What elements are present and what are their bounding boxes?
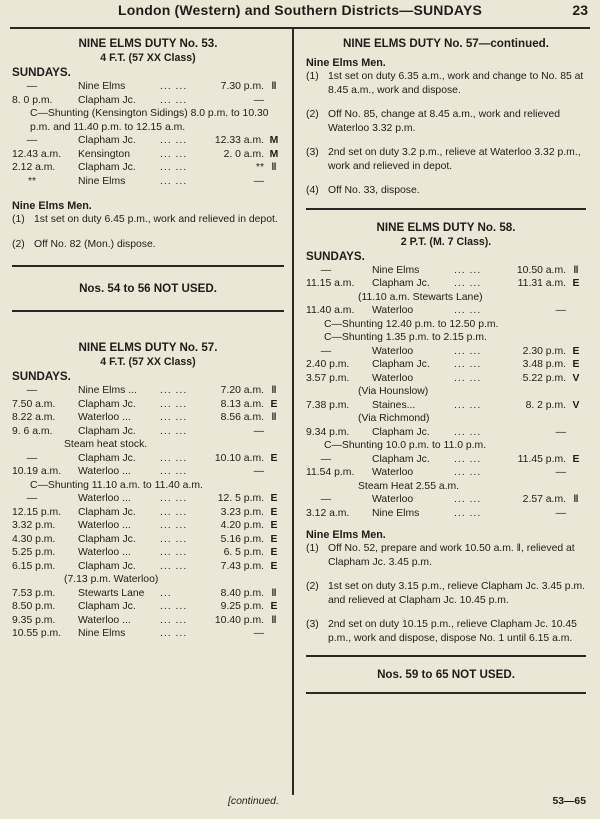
time-cell: ** bbox=[27, 175, 37, 187]
leader-dots: ... ... bbox=[454, 467, 482, 478]
arrival-cell: 7.43 p.m. bbox=[220, 560, 264, 572]
duty-title: NINE ELMS DUTY No. 57. bbox=[78, 341, 218, 354]
schedule-row bbox=[306, 426, 586, 440]
schedule-row bbox=[12, 627, 284, 641]
schedule-row bbox=[12, 506, 284, 520]
place-cell: Nine Elms bbox=[372, 507, 420, 519]
instruction-text: 1st set on duty 3.15 p.m., relieve Clapham Jc. 3.45 p.m. and relieved at Clapham Jc. 10.45 p.m. bbox=[328, 581, 586, 606]
time-cell: 11.15 a.m. bbox=[306, 278, 355, 289]
schedule-row bbox=[12, 465, 284, 479]
shunting-note: C—Shunting 11.10 a.m. to 11.40 a.m. bbox=[30, 479, 203, 491]
arrival-cell: 5.22 p.m. bbox=[522, 372, 566, 384]
leader-dots: ... ... bbox=[454, 494, 482, 505]
arrival-cell: 2. 0 a.m. bbox=[223, 148, 264, 160]
flag-cell: E bbox=[270, 560, 278, 572]
schedule-table bbox=[306, 345, 586, 386]
place-cell: Waterloo bbox=[372, 467, 414, 478]
schedule-row bbox=[12, 452, 284, 466]
time-cell: 7.53 p.m. bbox=[12, 587, 56, 599]
flag-cell: E bbox=[270, 533, 278, 545]
instruction bbox=[306, 542, 586, 569]
leader-dots: ... ... bbox=[454, 372, 482, 384]
place-cell: Waterloo bbox=[372, 305, 414, 316]
arrival-cell: — bbox=[555, 507, 566, 519]
time-cell: 9. 6 a.m. bbox=[12, 425, 53, 437]
leader-dots: ... ... bbox=[454, 453, 482, 465]
flag-cell: ‖ bbox=[271, 587, 277, 599]
place-cell: Clapham Jc. bbox=[78, 398, 136, 410]
duty-loco-class: 2 P.T. (M. 7 Class). bbox=[400, 235, 492, 248]
arrival-cell: 10.50 a.m. bbox=[516, 264, 566, 276]
page-title: London (Western) and Southern Districts—SUNDAYS bbox=[117, 2, 483, 18]
time-cell: 5.25 p.m. bbox=[12, 547, 56, 558]
time-cell: 11.40 a.m. bbox=[306, 305, 355, 316]
arrival-cell: — bbox=[555, 426, 566, 438]
schedule-row bbox=[306, 304, 586, 318]
leader-dots: ... ... bbox=[160, 614, 188, 626]
flag-cell: E bbox=[572, 345, 580, 357]
arrival-cell: 10.40 p.m. bbox=[214, 614, 264, 626]
flag-cell: M bbox=[269, 135, 279, 146]
time-cell: — bbox=[320, 494, 332, 505]
place-cell: Clapham Jc. bbox=[78, 162, 136, 173]
place-cell: Clapham Jc. bbox=[78, 135, 136, 146]
route-note: (11.10 a.m. Stewarts Lane) bbox=[358, 291, 483, 303]
arrival-cell: — bbox=[555, 305, 566, 316]
schedule-row bbox=[12, 519, 284, 533]
leader-dots: ... ... bbox=[160, 560, 188, 572]
place-cell: Waterloo bbox=[372, 494, 414, 505]
flag-cell: ‖ bbox=[271, 162, 277, 173]
place-cell: Waterloo ... bbox=[78, 412, 131, 423]
duty-title: NINE ELMS DUTY No. 57—continued. bbox=[343, 37, 549, 50]
schedule-row bbox=[12, 134, 284, 148]
time-cell: — bbox=[26, 81, 38, 92]
day-heading: SUNDAYS. bbox=[12, 370, 71, 383]
day-heading: SUNDAYS. bbox=[12, 66, 71, 79]
arrival-cell: 7.30 p.m. bbox=[220, 81, 264, 92]
place-cell: Clapham Jc. bbox=[78, 452, 136, 464]
schedule-table bbox=[12, 384, 284, 438]
time-cell: — bbox=[26, 493, 38, 504]
place-cell: Clapham Jc. bbox=[78, 425, 136, 437]
schedule-row bbox=[12, 600, 284, 614]
place-cell: Waterloo ... bbox=[78, 614, 131, 626]
instruction-text: Off No. 33, dispose. bbox=[328, 185, 420, 196]
leader-dots: ... ... bbox=[160, 628, 188, 639]
time-cell: 12.15 p.m. bbox=[12, 506, 62, 518]
schedule-row bbox=[306, 264, 586, 278]
page-number: 23 bbox=[572, 2, 588, 18]
instruction-text: 1st set on duty 6.35 a.m., work and change to No. 85 at 8.45 a.m., work and dispose. bbox=[328, 71, 584, 96]
arrival-cell: 11.31 a.m. bbox=[517, 278, 566, 289]
instruction-number: (1) bbox=[306, 71, 319, 82]
place-cell: Clapham Jc. bbox=[78, 506, 136, 518]
leader-dots: ... ... bbox=[160, 425, 188, 437]
header-rule bbox=[10, 27, 590, 29]
schedule-table bbox=[12, 492, 284, 573]
schedule-row bbox=[306, 345, 586, 359]
leader-dots: ... ... bbox=[454, 305, 482, 316]
place-cell: Clapham Jc. bbox=[372, 426, 430, 438]
continued-note: [continued. bbox=[228, 796, 279, 807]
schedule-row bbox=[12, 560, 284, 574]
duty-loco-class: 4 F.T. (57 XX Class) bbox=[100, 52, 196, 64]
flag-cell: E bbox=[572, 359, 580, 370]
leader-dots: ... ... bbox=[160, 466, 188, 477]
place-cell: Nine Elms ... bbox=[78, 385, 137, 396]
duty-57-section bbox=[12, 340, 284, 641]
schedule-row bbox=[12, 492, 284, 506]
leader-dots: ... ... bbox=[160, 493, 188, 504]
place-cell: Nine Elms bbox=[372, 264, 420, 276]
time-cell: 8.22 a.m. bbox=[12, 412, 56, 423]
place-cell: Waterloo ... bbox=[78, 547, 131, 558]
schedule-row bbox=[12, 425, 284, 439]
men-heading: Nine Elms Men. bbox=[12, 200, 92, 212]
schedule-row bbox=[12, 614, 284, 628]
flag-cell: ‖ bbox=[271, 412, 277, 423]
place-cell: Nine Elms bbox=[78, 175, 126, 187]
time-cell: 11.54 p.m. bbox=[306, 467, 355, 478]
leader-dots: ... ... bbox=[454, 507, 482, 519]
schedule-row bbox=[306, 507, 586, 521]
steam-heat-note: Steam heat stock. bbox=[64, 439, 148, 450]
place-cell: Stewarts Lane bbox=[78, 587, 145, 599]
arrival-cell: 8.40 p.m. bbox=[220, 587, 264, 599]
arrival-cell: 6. 5 p.m. bbox=[223, 547, 264, 558]
route-note: (Via Hounslow) bbox=[358, 386, 429, 397]
place-cell: Waterloo bbox=[372, 372, 414, 384]
shunting-note: C—Shunting 1.35 p.m. to 2.15 p.m. bbox=[324, 332, 487, 343]
duty-title: NINE ELMS DUTY No. 58. bbox=[376, 220, 516, 234]
instruction bbox=[306, 70, 586, 97]
route-note: (Via Richmond) bbox=[358, 413, 430, 424]
instruction-number: (2) bbox=[306, 581, 319, 592]
flag-cell: ‖ bbox=[573, 264, 579, 276]
place-cell: Waterloo ... bbox=[78, 520, 131, 531]
place-cell: Clapham Jc. bbox=[78, 560, 136, 572]
instruction-text: Off No. 52, prepare and work 10.50 a.m. ‖, relieved at Clapham Jc. 3.45 p.m. bbox=[328, 543, 575, 568]
time-cell: 4.30 p.m. bbox=[12, 533, 56, 545]
flag-cell: E bbox=[572, 278, 580, 289]
place-cell: Staines... bbox=[372, 399, 416, 411]
leader-dots: ... ... bbox=[160, 148, 188, 160]
arrival-cell: 8.13 a.m. bbox=[220, 398, 264, 410]
place-cell: Clapham Jc. bbox=[372, 278, 430, 289]
leader-dots: ... ... bbox=[454, 359, 482, 370]
leader-dots: ... ... bbox=[454, 345, 482, 357]
time-cell: — bbox=[26, 135, 38, 146]
schedule-row bbox=[306, 277, 586, 291]
leader-dots: ... ... bbox=[454, 278, 482, 289]
arrival-cell: 7.20 a.m. bbox=[220, 385, 264, 396]
duty-58-section bbox=[306, 220, 586, 646]
instruction-number: (1) bbox=[12, 214, 25, 225]
leader-dots: ... ... bbox=[160, 452, 188, 464]
arrival-cell: — bbox=[253, 175, 264, 187]
instruction-number: (4) bbox=[306, 185, 319, 196]
shunting-note: C—Shunting 10.0 p.m. to 11.0 p.m. bbox=[324, 440, 487, 451]
duty-57-continued-section bbox=[306, 36, 586, 198]
leader-dots: ... ... bbox=[454, 426, 482, 438]
leader-dots: ... ... bbox=[160, 601, 188, 612]
schedule-table bbox=[306, 453, 586, 480]
arrival-cell: 10.10 a.m. bbox=[214, 452, 264, 464]
leader-dots: ... bbox=[160, 587, 172, 599]
place-cell: Waterloo ... bbox=[78, 466, 131, 477]
place-cell: Kensington bbox=[78, 148, 130, 160]
leader-dots: ... ... bbox=[454, 264, 482, 276]
arrival-cell: 11.45 p.m. bbox=[517, 453, 566, 465]
leader-dots: ... ... bbox=[160, 533, 188, 545]
arrival-cell: ** bbox=[255, 162, 264, 173]
place-cell: Clapham Jc. bbox=[372, 453, 430, 465]
schedule-row bbox=[12, 587, 284, 601]
time-cell: — bbox=[320, 453, 332, 465]
instruction-number: (3) bbox=[306, 147, 319, 158]
schedule-table bbox=[306, 399, 586, 413]
flag-cell: V bbox=[572, 372, 580, 384]
schedule-row bbox=[12, 398, 284, 412]
instruction-number: (2) bbox=[12, 238, 25, 250]
instruction bbox=[306, 184, 586, 198]
arrival-cell: — bbox=[253, 94, 264, 106]
place-cell: Nine Elms bbox=[78, 81, 126, 92]
schedule-row bbox=[306, 493, 586, 507]
duty-range: 53—65 bbox=[552, 796, 586, 807]
leader-dots: ... ... bbox=[160, 94, 188, 106]
schedule-table bbox=[12, 134, 284, 188]
time-cell: 10.55 p.m. bbox=[12, 628, 62, 639]
leader-dots: ... ... bbox=[160, 398, 188, 410]
flag-cell: ‖ bbox=[271, 385, 277, 396]
flag-cell: E bbox=[270, 547, 278, 558]
time-cell: — bbox=[320, 264, 332, 276]
arrival-cell: — bbox=[555, 467, 566, 478]
not-used-notice: Nos. 54 to 56 NOT USED. bbox=[79, 282, 217, 295]
schedule-row bbox=[12, 148, 284, 162]
flag-cell: E bbox=[270, 520, 278, 531]
leader-dots: ... ... bbox=[160, 135, 188, 146]
duty-53-section bbox=[12, 36, 284, 251]
duty-title: NINE ELMS DUTY No. 53. bbox=[78, 37, 218, 50]
arrival-cell: — bbox=[253, 628, 264, 639]
schedule-row bbox=[12, 94, 284, 108]
route-note: (7.13 p.m. Waterloo) bbox=[64, 574, 159, 585]
arrival-cell: 12. 5 p.m. bbox=[217, 493, 264, 504]
arrival-cell: 9.25 p.m. bbox=[220, 601, 264, 612]
steam-heat-note: Steam Heat 2.55 a.m. bbox=[358, 480, 460, 492]
leader-dots: ... ... bbox=[160, 506, 188, 518]
instruction-text: 1st set on duty 6.45 p.m., work and relieved in depot. bbox=[34, 214, 278, 225]
arrival-cell: 3.23 p.m. bbox=[220, 506, 264, 518]
instruction bbox=[12, 213, 284, 227]
instruction-text: Off No. 85, change at 8.45 a.m., work and relieved Waterloo 3.32 p.m. bbox=[328, 109, 560, 134]
section-rule bbox=[306, 692, 586, 694]
arrival-cell: 3.48 p.m. bbox=[522, 359, 566, 370]
instruction bbox=[306, 146, 586, 173]
schedule-table bbox=[306, 264, 586, 291]
schedule-table bbox=[12, 452, 284, 479]
schedule-row bbox=[306, 453, 586, 467]
time-cell: 8.50 p.m. bbox=[12, 601, 56, 612]
schedule-table bbox=[306, 493, 586, 520]
left-column bbox=[12, 36, 284, 641]
arrival-cell: 5.16 p.m. bbox=[220, 533, 264, 545]
flag-cell: E bbox=[270, 398, 278, 410]
time-cell: 9.35 p.m. bbox=[12, 614, 56, 626]
schedule-table bbox=[12, 80, 284, 107]
time-cell: 2.40 p.m. bbox=[306, 359, 350, 370]
instruction bbox=[306, 618, 586, 645]
arrival-cell: 12.33 a.m. bbox=[214, 135, 264, 146]
men-heading: Nine Elms Men. bbox=[306, 529, 386, 541]
column-divider bbox=[292, 27, 294, 795]
leader-dots: ... ... bbox=[160, 175, 188, 187]
time-cell: 7.38 p.m. bbox=[306, 399, 350, 411]
schedule-row bbox=[306, 358, 586, 372]
flag-cell: ‖ bbox=[271, 614, 277, 626]
leader-dots: ... ... bbox=[160, 81, 188, 92]
arrival-cell: 4.20 p.m. bbox=[220, 520, 264, 531]
time-cell: 12.43 a.m. bbox=[12, 148, 62, 160]
place-cell: Waterloo bbox=[372, 345, 414, 357]
flag-cell: ‖ bbox=[573, 494, 579, 505]
schedule-row bbox=[12, 175, 284, 189]
instruction-text: 2nd set on duty 3.2 p.m., relieve at Waterloo 3.32 p.m., work and relieved in depot. bbox=[328, 147, 581, 172]
time-cell: 3.12 a.m. bbox=[306, 507, 350, 519]
place-cell: Waterloo ... bbox=[78, 493, 131, 504]
schedule-table bbox=[306, 426, 586, 440]
arrival-cell: — bbox=[253, 425, 264, 437]
schedule-row bbox=[12, 411, 284, 425]
schedule-table bbox=[12, 587, 284, 641]
schedule-row bbox=[306, 466, 586, 480]
leader-dots: ... ... bbox=[160, 162, 188, 173]
instruction bbox=[306, 108, 586, 135]
arrival-cell: 8. 2 p.m. bbox=[525, 399, 566, 411]
flag-cell: V bbox=[572, 399, 580, 411]
instruction-text: 2nd set on duty 10.15 p.m., relieve Clapham Jc. 10.45 p.m., work and dispose, dispose No. 1 until 6.15 a.m. bbox=[328, 619, 577, 644]
schedule-row bbox=[12, 546, 284, 560]
page-header bbox=[0, 0, 600, 30]
shunting-note: C—Shunting (Kensington Sidings) 8.0 p.m. to 10.30 p.m. and 11.40 p.m. to 12.15 a.m. bbox=[30, 108, 269, 133]
men-heading: Nine Elms Men. bbox=[306, 57, 386, 69]
day-heading: SUNDAYS. bbox=[306, 249, 365, 263]
instruction-number: (3) bbox=[306, 619, 319, 630]
place-cell: Clapham Jc. bbox=[78, 94, 136, 106]
shunting-note: C—Shunting 12.40 p.m. to 12.50 p.m. bbox=[324, 318, 499, 330]
duty-loco-class: 4 F.T. (57 XX Class) bbox=[100, 356, 196, 368]
time-cell: 8. 0 p.m. bbox=[12, 94, 53, 106]
place-cell: Clapham Jc. bbox=[78, 533, 136, 545]
time-cell: — bbox=[320, 345, 332, 357]
arrival-cell: 8.56 a.m. bbox=[220, 412, 264, 423]
schedule-row bbox=[306, 399, 586, 413]
leader-dots: ... ... bbox=[160, 547, 188, 558]
place-cell: Clapham Jc. bbox=[78, 601, 136, 612]
time-cell: 6.15 p.m. bbox=[12, 560, 56, 572]
time-cell: 3.32 p.m. bbox=[12, 520, 56, 531]
arrival-cell: 2.30 p.m. bbox=[522, 345, 566, 357]
arrival-cell: 2.57 a.m. bbox=[522, 494, 566, 505]
leader-dots: ... ... bbox=[160, 520, 188, 531]
flag-cell: M bbox=[269, 148, 279, 160]
flag-cell: E bbox=[270, 452, 278, 464]
flag-cell: E bbox=[270, 506, 278, 518]
schedule-row bbox=[12, 80, 284, 94]
time-cell: 10.19 a.m. bbox=[12, 466, 62, 477]
right-column bbox=[306, 36, 586, 694]
time-cell: — bbox=[26, 385, 38, 396]
instruction-text: Off No. 82 (Mon.) dispose. bbox=[34, 238, 156, 250]
schedule-row bbox=[12, 161, 284, 175]
instruction-number: (1) bbox=[306, 543, 319, 554]
place-cell: Clapham Jc. bbox=[372, 359, 430, 370]
time-cell: 2.12 a.m. bbox=[12, 162, 56, 173]
leader-dots: ... ... bbox=[160, 385, 188, 396]
not-used-notice: Nos. 59 to 65 NOT USED. bbox=[377, 668, 515, 681]
schedule-table bbox=[306, 304, 586, 318]
flag-cell: ‖ bbox=[271, 81, 277, 92]
time-cell: — bbox=[26, 452, 38, 464]
schedule-row bbox=[12, 384, 284, 398]
time-cell: 9.34 p.m. bbox=[306, 426, 350, 438]
time-cell: 3.57 p.m. bbox=[306, 372, 350, 384]
leader-dots: ... ... bbox=[454, 399, 482, 411]
flag-cell: E bbox=[572, 453, 580, 465]
arrival-cell: — bbox=[253, 466, 264, 477]
flag-cell: E bbox=[270, 601, 278, 612]
instruction bbox=[306, 580, 586, 607]
place-cell: Nine Elms bbox=[78, 628, 126, 639]
schedule-row bbox=[12, 533, 284, 547]
instruction-number: (2) bbox=[306, 109, 319, 120]
flag-cell: E bbox=[270, 493, 278, 504]
leader-dots: ... ... bbox=[160, 412, 188, 423]
instruction bbox=[12, 238, 284, 252]
schedule-row bbox=[306, 372, 586, 386]
time-cell: 7.50 a.m. bbox=[12, 398, 56, 410]
